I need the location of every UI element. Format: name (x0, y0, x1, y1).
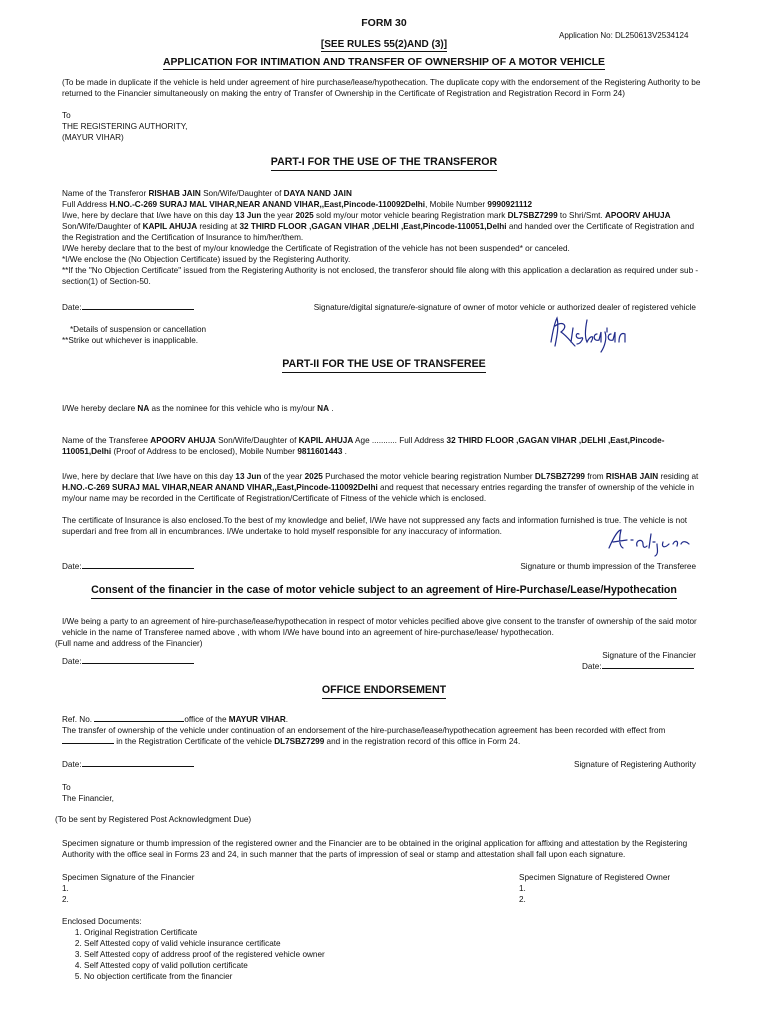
rules-reference: [SEE RULES 55(2)AND (3)] (320, 39, 448, 50)
authority-name: THE REGISTERING AUTHORITY, (62, 122, 188, 131)
part1-signature-label: Signature/digital signature/e-signature of owner of motor vehicle or authorized dealer of registered vehicle (313, 303, 696, 312)
addressee-block (62, 110, 702, 143)
enclosed-document-item: 3. Self Attested copy of address proof of the registered vehicle owner (84, 949, 325, 960)
handover-line: the Registration and the Certification of Insurance to him/her/them. (62, 233, 304, 242)
strike-out-note: **Strike out whichever is inapplicable. (62, 336, 199, 345)
specimen-financier-block (62, 872, 194, 905)
financier-date-right: Date: (582, 661, 694, 672)
sale-declaration-line: I/we, here by declare that I/we have on this day 13 Jun the year 2025 sold my/our motor vehicle bearing Registration mark DL7SBZ7299 to Shri/Smt. APOORV AHUJA (62, 211, 671, 220)
enclosed-documents (62, 916, 325, 982)
registered-post-note: (To be sent by Registered Post Acknowledgment Due) (55, 815, 252, 824)
endorsement-line-2: in the Registration Certificate of the vehicle DL7SBZ7299 and in the registration record of this office in Form 24. (62, 736, 702, 747)
date-field[interactable] (82, 766, 194, 767)
financier-name-label: (Full name and address of the Financier) (55, 639, 203, 648)
specimen-owner-block (519, 872, 670, 905)
specimen-financier-2: 2. (62, 895, 69, 904)
office-date: Date: (62, 759, 194, 770)
part2-signature-label: Signature or thumb impression of the Transferee (520, 562, 696, 571)
transferor-signature (545, 312, 635, 354)
transferee-name-line: Name of the Transferee APOORV AHUJA Son/Wife/Daughter of KAPIL AHUJA Age ........... Full Address 32 THIRD FLOOR ,GAGAN VIHAR ,DELHI ,East,Pincode- (62, 436, 665, 445)
enclosed-document-item: 5. No objection certificate from the financier (84, 971, 325, 982)
intro-note: (To be made in duplicate if the vehicle is held under agreement of hire purchase/lease/hypothecation. The duplicate copy with the endorsement of the Registering Authority to be returned to the Financier simultaneously on making the entry of Transfer of Ownership in the Certificate of Registration and Registration Record in Form 24) (62, 78, 701, 98)
purchase-line-3: my/our name may be recorded in the Certificate of Registration/Certificate of Fitness of the vehicle which is enclosed. (62, 494, 487, 503)
financier-label: The Financier, (62, 794, 114, 803)
enclosed-document-item: 1. Original Registration Certificate (84, 927, 325, 938)
transferor-address-line: Full Address H.NO.-C-269 SURAJ MAL VIHAR,NEAR ANAND VIHAR,,East,Pincode-110092Delhi, Mobile Number 9990921112 (62, 200, 533, 209)
financier-date: Date: (62, 656, 194, 667)
effective-date-field[interactable] (62, 743, 114, 744)
ref-line: Ref. No. office of the MAYUR VIHAR. (62, 715, 289, 724)
date-field[interactable] (602, 668, 694, 669)
endorsement-body (62, 714, 702, 747)
part1-body (62, 188, 702, 287)
to-label: To (62, 111, 71, 120)
date-field[interactable] (82, 309, 194, 310)
part1-date: Date: (62, 302, 194, 313)
form-number: FORM 30 (361, 17, 407, 29)
financier-consent-text: I/We being a party to an agreement of hire-purchase/lease/hypothecation in respect of motor vehicles pecified above give consent to the transfer of ownership of the said motor vehicle in the name of Transferee named above , with whom I/We have bound into an agreement of hire-purchase/lease/ hypothecation. (62, 617, 697, 637)
specimen-financier-label: Specimen Signature of the Financier (62, 873, 195, 882)
financier-signature-label: Signature of the Financier (602, 651, 696, 660)
insurance-declaration: The certificate of Insurance is also enclosed.To the best of my knowledge and belief, I/We have not suppressed any facts and information furnished is true. The vehicle is not superdari and free from all in encumbrances. I/We undertake to hold myself responsible for any inaccuracy of information. (62, 516, 688, 536)
specimen-financier-1: 1. (62, 884, 69, 893)
application-number: Application No: DL250613V2534124 (559, 31, 689, 40)
transferee-details (62, 435, 702, 457)
endorsement-line-1: The transfer of ownership of the vehicle under continuation of an endorsement of the hire-purchase/lease/hypothecation agreement has been recorded with effect from (62, 726, 666, 735)
date-field[interactable] (82, 568, 194, 569)
buyer-residence-line: Son/Wife/Daughter of KAPIL AHUJA residing at 32 THIRD FLOOR ,GAGAN VIHAR ,DELHI ,East,Pincode-110051,Delhi and handed over the Certificate of Registration and (62, 222, 695, 231)
enclosed-documents-label: Enclosed Documents: (62, 917, 142, 926)
form-title: APPLICATION FOR INTIMATION AND TRANSFER OF OWNERSHIP OF A MOTOR VEHICLE (163, 57, 605, 68)
part2-date: Date: (62, 561, 194, 572)
specimen-owner-label: Specimen Signature of Registered Owner (519, 873, 671, 882)
noc-not-enclosed-line: **If the "No Objection Certificate" issued from the Registering Authority is not enclosed, the transferor should file along with this application a declaration as required under sub - section(1) of Section-50. (62, 266, 699, 286)
office-endorsement-heading: OFFICE ENDORSEMENT (0, 685, 768, 696)
suspension-note: *Details of suspension or cancellation (70, 325, 207, 334)
to-label: To (62, 783, 71, 792)
transferee-signature (605, 526, 693, 558)
ref-number-field[interactable] (94, 721, 184, 722)
transferor-name-line: Name of the Transferor RISHAB JAIN Son/Wife/Daughter of DAYA NAND JAIN (62, 189, 352, 198)
registering-authority-signature-label: Signature of Registering Authority (574, 760, 696, 769)
enclosed-document-item: 2. Self Attested copy of valid vehicle insurance certificate (84, 938, 325, 949)
purchase-line-1: I/we, here by declare that I/we have on this day 13 Jun of the year 2025 Purchased the motor vehicle bearing registration Number DL7SBZ7299 from RISHAB JAIN residing at (62, 472, 699, 481)
financier-heading: Consent of the financier in the case of motor vehicle subject to an agreement of Hire-Purchase/Lease/Hypothecation (0, 585, 768, 596)
part2-heading: PART-II FOR THE USE OF TRANSFEREE (0, 359, 768, 370)
specimen-owner-1: 1. (519, 884, 526, 893)
purchase-declaration (62, 471, 702, 504)
to-financier-block (62, 782, 114, 804)
purchase-line-2: H.NO.-C-269 SURAJ MAL VIHAR,NEAR ANAND VIHAR,,East,Pincode-110092Delhi and request that necessary entries regarding the transfer of ownership of the vehicle in (62, 483, 695, 492)
noc-enclosed-line: *I/We enclose the (No Objection Certificate) issued by the Registering Authority. (62, 255, 351, 264)
authority-office: (MAYUR VIHAR) (62, 133, 124, 142)
specimen-owner-2: 2. (519, 895, 526, 904)
nominee-declaration: I/We hereby declare NA as the nominee for this vehicle who is my/our NA . (62, 404, 334, 413)
date-field[interactable] (82, 663, 194, 664)
part1-heading: PART-I FOR THE USE OF THE TRANSFEROR (0, 157, 768, 168)
suspension-declaration: I/We hereby declare that to the best of my/our knowledge the Certificate of Registration of the vehicle has not been suspended* or canceled. (62, 244, 570, 253)
specimen-instructions: Specimen signature or thumb impression of the registered owner and the Financier are to be obtained in the original application for affixing and attestation by the Registering Authority with the office seal in Forms 23 and 24, in such manner that the parts of impression of seal or stamp and attestation shall fall upon each signature. (62, 839, 688, 859)
transferee-address-line: 110051,Delhi (Proof of Address to be enclosed), Mobile Number 9811601443 . (62, 447, 347, 456)
enclosed-document-item: 4. Self Attested copy of valid pollution certificate (84, 960, 325, 971)
